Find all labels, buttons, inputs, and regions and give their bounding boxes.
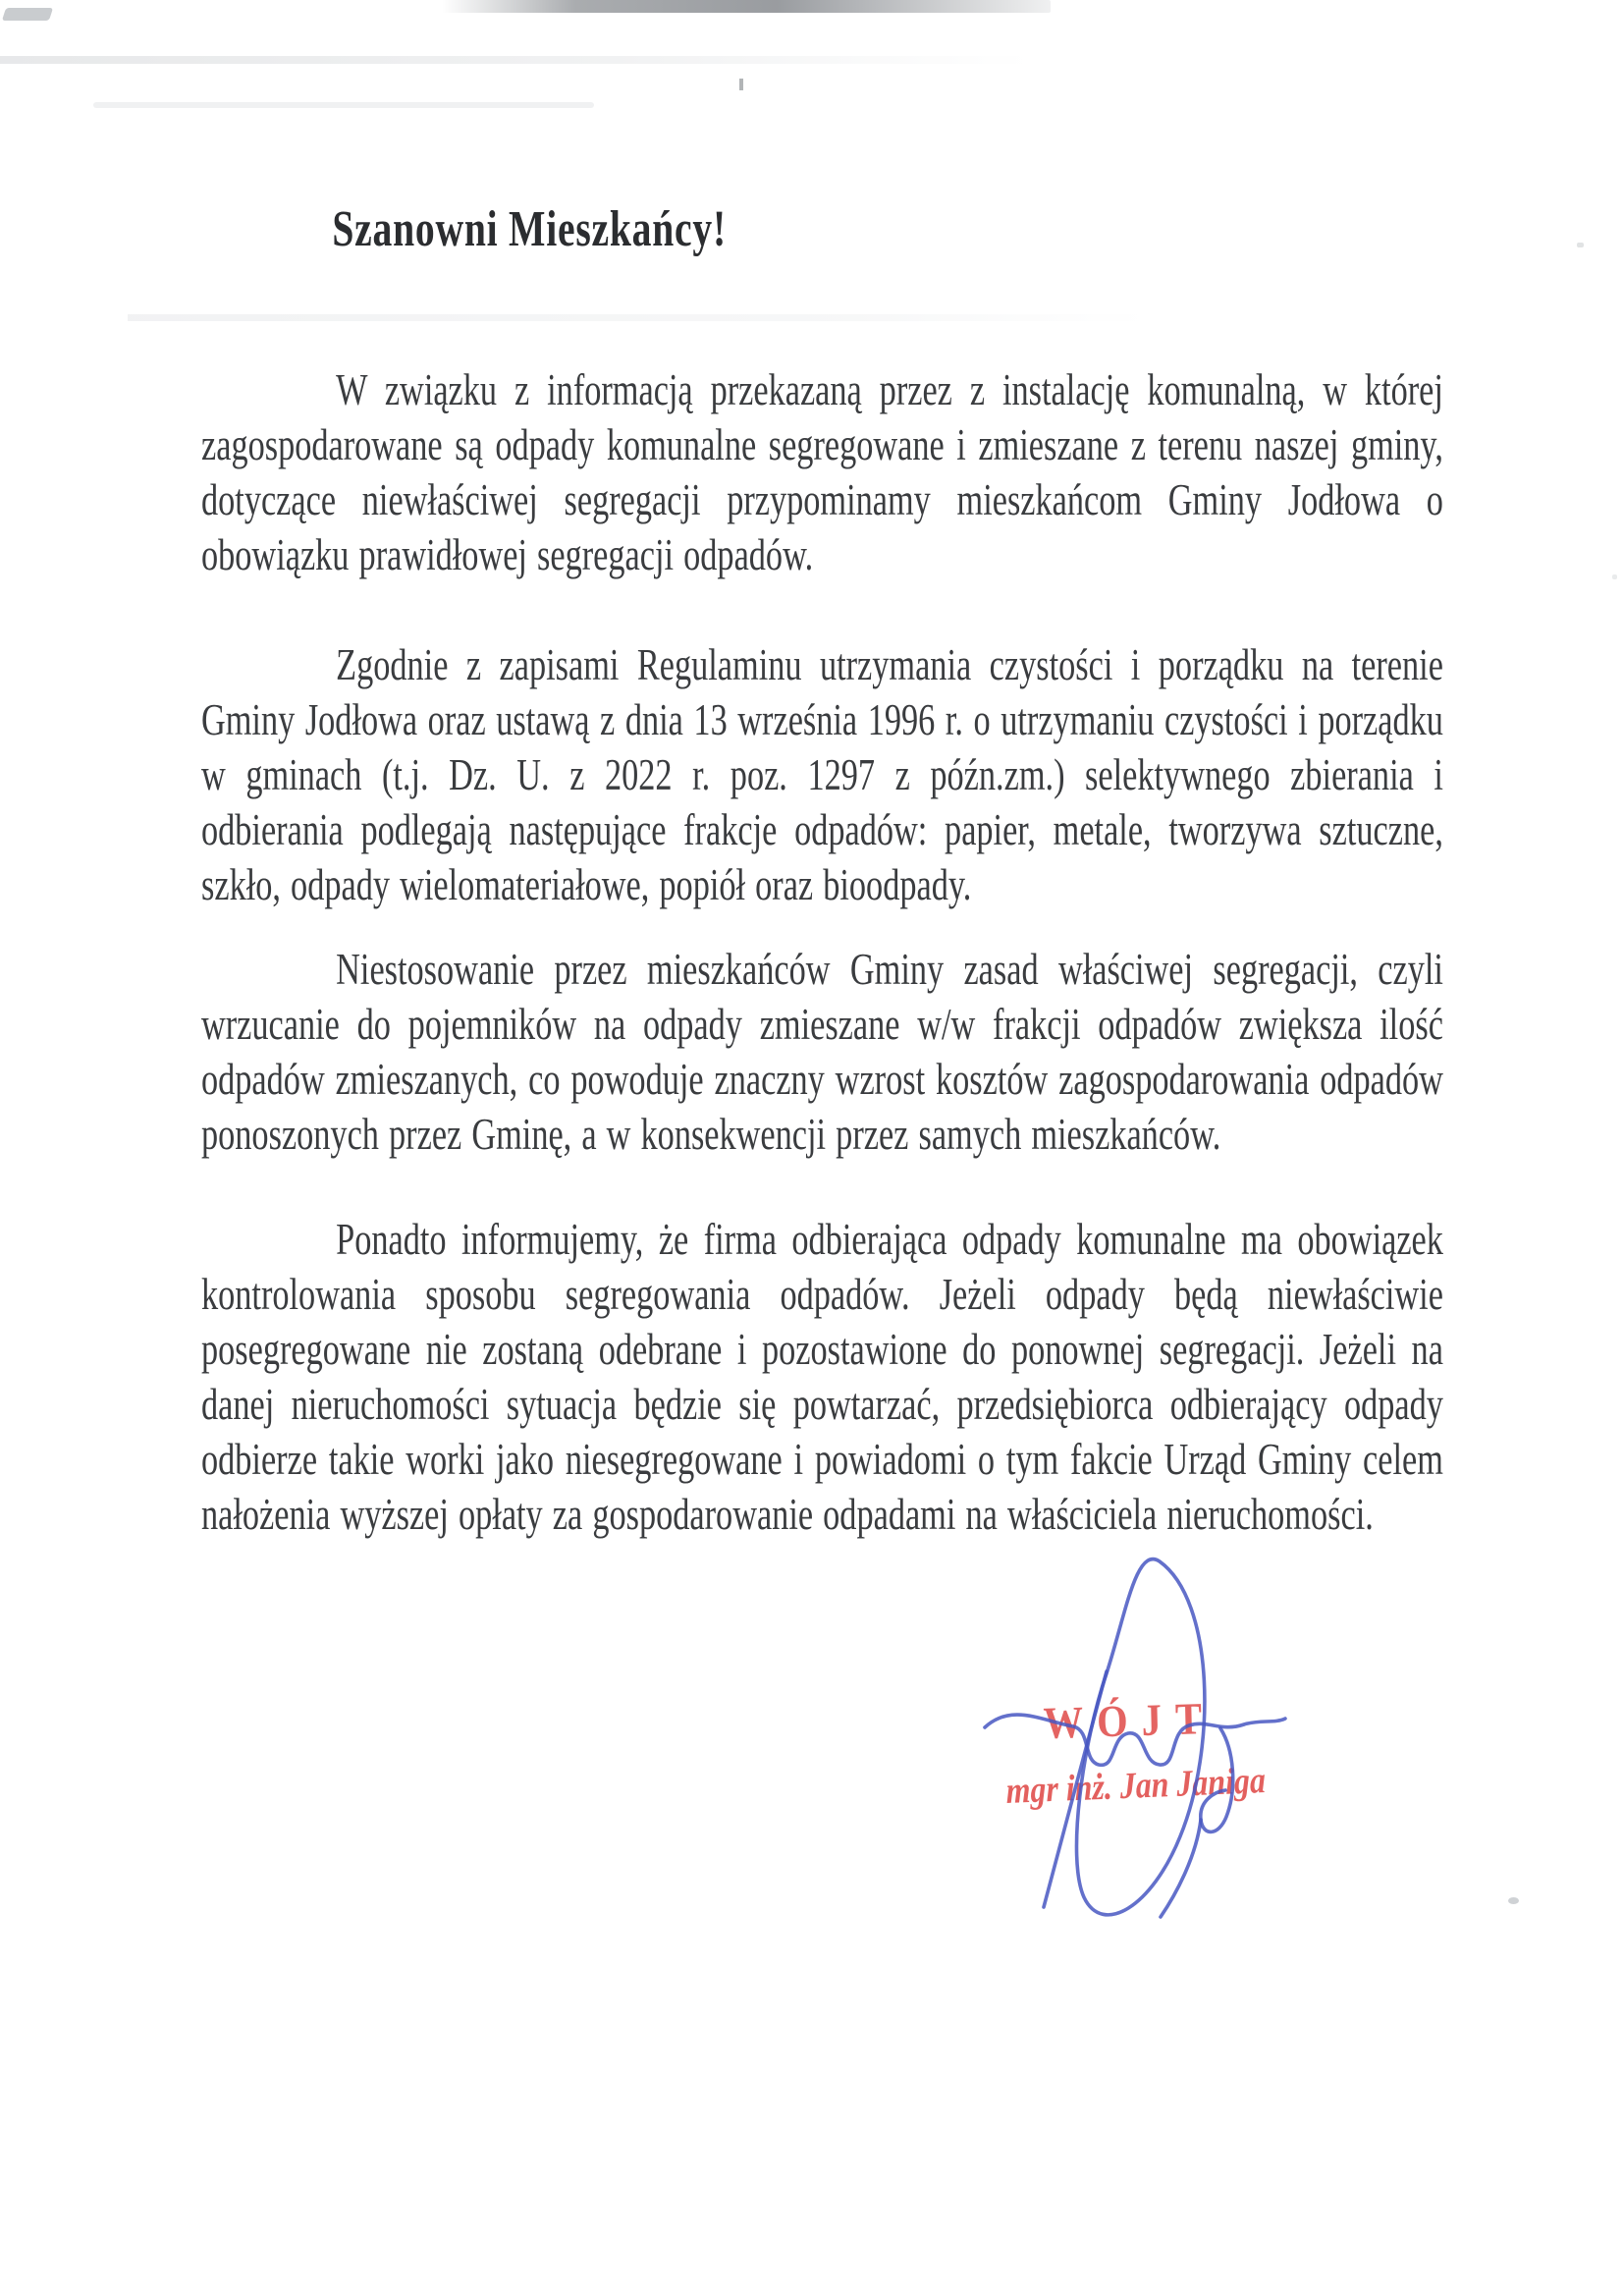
paragraph-4: Ponadto informujemy, że firma odbierająca odpady komunalne ma obowiązek kontrolowania sposobu segregowania odpadów. Jeżeli odpady będą niewłaściwie posegregowane nie zostaną odebrane i pozostawione do ponownej segregacji. Jeżeli na danej nieruchomości sytuacja będzie się powtarzać, przedsiębiorca odbierający odpady odbierze takie worki jako niesegregowane i powiadomi o tym fakcie Urząd Gminy celem nałożenia wyższej opłaty za gospodarowanie odpadami na właściciela nieruchomości.	[201, 1215, 1443, 1539]
stamp-name: mgr inż. Jan Janiga	[1005, 1760, 1267, 1812]
scan-artifact-speck	[1577, 243, 1584, 247]
stamp-title: WÓJT	[1043, 1692, 1217, 1748]
letter-heading: Szanowni Mieszkańcy!	[332, 201, 727, 257]
scan-artifact-dot	[1508, 1897, 1519, 1904]
scan-artifact-corner-blob	[2, 8, 53, 21]
paragraph-1: W związku z informacją przekazaną przez z instalację komunalną, w której zagospodarowane są odpady komunalne segregowane i zmieszane z terenu naszej gminy, dotyczące niewłaściwej segregacji przypominamy mieszkańcom Gminy Jodłowa o obowiązku prawidłowej segregacji odpadów.	[201, 365, 1443, 579]
letter-body	[201, 0, 1443, 1542]
paragraph-3: Niestosowanie przez mieszkańców Gminy zasad właściwej segregacji, czyli wrzucanie do pojemników na odpady zmieszane w/w frakcji odpadów zwiększa ilość odpadów zmieszanych, co powoduje znaczny wzrost kosztów zagospodarowania odpadów ponoszonych przez Gminę, a w konsekwencji przez samych mieszkańców.	[201, 945, 1443, 1159]
handwritten-signature-icon	[967, 1544, 1301, 1941]
scan-artifact-speck	[1612, 574, 1617, 579]
paragraph-2: Zgodnie z zapisami Regulaminu utrzymania czystości i porządku na terenie Gminy Jodłowa oraz ustawą z dnia 13 września 1996 r. o utrzymaniu czystości i porządku w gminach (t.j. Dz. U. z 2022 r. poz. 1297 z późn.zm.) selektywnego zbierania i odbierania podlegają następujące frakcje odpadów: papier, metale, tworzywa sztuczne, szkło, odpady wielomateriałowe, popiół oraz bioodpady.	[201, 640, 1443, 909]
